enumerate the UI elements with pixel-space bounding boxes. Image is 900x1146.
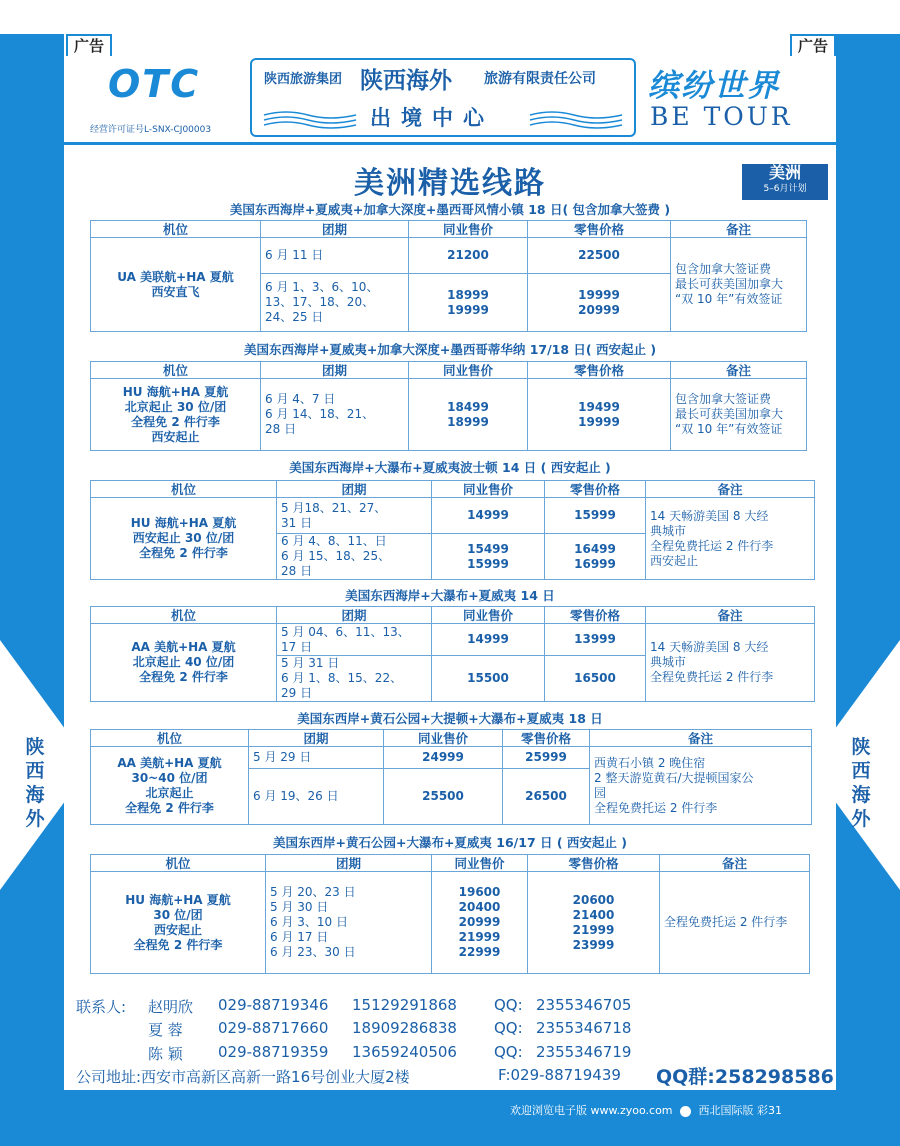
note-cell-line: 全程免费托运 2 件行李 [594, 800, 718, 815]
flight-cell-line: 全程免 2 件行李 [125, 800, 214, 815]
contact-label: 联系人: [76, 998, 127, 1016]
flight-cell-line: 北京起止 30 位/团 [124, 399, 227, 414]
note-cell-line: 2 整天游览黄石/大提顿国家公 [594, 770, 754, 785]
company-suffix: 旅游有限责任公司 [484, 71, 596, 87]
dates-cell-line: 6 月 1、8、15、22、 [281, 671, 403, 685]
retail-price-cell-line: 22500 [578, 248, 620, 262]
peer-price-cell [432, 624, 545, 656]
brand-logo-en: BE TOUR [650, 102, 793, 131]
license-number: 经营许可证号L-SNX-CJ00003 [90, 125, 212, 135]
contact-qq-label: QQ: [494, 1043, 523, 1061]
note-cell-line: “双 10 年”有效签证 [675, 292, 783, 306]
side-char: 外 [25, 808, 45, 830]
note-cell-line: 园 [594, 785, 607, 800]
company-address: 公司地址:西安市高新区高新一路16号创业大厦2楼 [76, 1068, 410, 1086]
note-cell-line: 西黄石小镇 2 晚住宿 [594, 755, 706, 770]
route-table [90, 606, 815, 702]
note-cell [646, 624, 815, 702]
footer-edition: 西北国际版 [698, 1104, 754, 1117]
retail-price-cell-line: 15999 [574, 508, 616, 522]
side-char: 外 [851, 808, 871, 830]
table-header-row [91, 221, 807, 238]
retail-price-cell-line: 20600 [572, 892, 615, 907]
peer-price-cell-line: 18999 [447, 287, 489, 302]
column-header: 团期 [261, 221, 409, 238]
retail-price-cell-line: 19499 [578, 399, 620, 414]
column-header: 机位 [91, 730, 249, 747]
peer-price-cell [432, 534, 545, 580]
dates-cell-line: 6 月 14、18、21、 [265, 407, 375, 421]
dates-cell [261, 274, 409, 332]
peer-price-cell-line: 20400 [458, 900, 501, 914]
flight-cell-line: AA 美航+HA 夏航 [117, 755, 222, 770]
dates-cell-line: 29 日 [281, 686, 313, 700]
dates-cell-line: 5 月 29 日 [253, 750, 312, 764]
column-header: 团期 [277, 481, 432, 498]
note-cell-line: 全程免费托运 2 件行李 [650, 538, 774, 553]
column-header: 机位 [91, 221, 261, 238]
contact-tel: 029-88717660 [218, 1019, 329, 1037]
column-header: 零售价格 [545, 607, 646, 624]
dates-cell-line: 24、25 日 [265, 310, 324, 324]
note-cell-line: “双 10 年”有效签证 [675, 422, 783, 436]
route-table [90, 220, 807, 332]
peer-price-cell-line: 15500 [467, 671, 509, 685]
note-cell-line: 最长可获美国加拿大 [675, 277, 784, 291]
route-table [90, 361, 807, 451]
contact-mobile: 13659240506 [352, 1043, 457, 1061]
dates-cell [277, 656, 432, 702]
route-title: 美国东西海岸+大瀑布+夏威夷 14 日 [345, 588, 555, 603]
retail-price-cell [545, 656, 646, 702]
flight-cell-line: 西安直飞 [151, 284, 200, 299]
otc-logo: OTC [108, 62, 201, 106]
column-header: 同业售价 [409, 362, 528, 379]
column-header: 零售价格 [503, 730, 590, 747]
flight-cell-line: HU 海航+HA 夏航 [130, 516, 237, 530]
dates-cell [277, 624, 432, 656]
flight-cell-line: 30~40 位/团 [131, 770, 208, 785]
column-header: 零售价格 [528, 855, 660, 872]
dates-cell-line: 6 月 3、10 日 [270, 915, 348, 929]
route-table [90, 729, 812, 825]
route-table [90, 480, 815, 580]
contact-name: 陈 颖 [148, 1045, 183, 1063]
retail-price-cell [528, 238, 671, 274]
peer-price-cell-line: 14999 [467, 632, 509, 646]
company-banner [250, 58, 636, 137]
retail-price-cell-line: 16499 [574, 541, 616, 556]
peer-price-cell-line: 20999 [458, 915, 501, 929]
peer-price-cell-line: 19600 [458, 885, 501, 899]
route-table [90, 854, 810, 974]
plan-period: 5–6月计划 [763, 184, 807, 194]
note-cell-line: 全程免费托运 2 件行李 [664, 915, 788, 929]
qq-group: QQ群:258298586 [656, 1066, 834, 1088]
dates-cell-line: 13、17、18、20、 [265, 295, 375, 309]
peer-price-cell-line: 21999 [458, 930, 501, 944]
retail-price-cell-line: 16500 [574, 671, 616, 685]
side-char: 陕 [25, 736, 45, 758]
flight-cell-line: 西安起止 [151, 429, 200, 444]
side-label-right [846, 735, 876, 831]
column-header: 机位 [91, 481, 277, 498]
dates-cell-line: 6 月 19、26 日 [253, 789, 339, 803]
table-header-row [91, 607, 815, 624]
peer-price-cell [432, 872, 528, 974]
dates-cell-line: 17 日 [281, 639, 313, 654]
table-row [91, 747, 812, 769]
dates-cell [266, 872, 432, 974]
flight-cell [91, 747, 249, 825]
flight-cell-line: 全程免 2 件行李 [131, 414, 220, 429]
dates-cell [277, 534, 432, 580]
note-cell-line: 最长可获美国加拿大 [675, 407, 784, 421]
note-cell-line: 典城市 [650, 655, 687, 669]
side-char: 海 [851, 784, 871, 806]
peer-price-cell [409, 274, 528, 332]
ad-label-right: 广告 [790, 34, 836, 56]
top-band [0, 0, 900, 34]
route-title: 美国东西岸+黄石公园+大提顿+大瀑布+夏威夷 18 日 [297, 711, 603, 726]
footer-welcome: 欢迎浏览电子版 www.zyoo.com [510, 1104, 673, 1117]
retail-price-cell-line: 16999 [574, 556, 616, 571]
column-header: 同业售价 [432, 481, 545, 498]
footer-page: 彩31 [757, 1104, 783, 1117]
region-badge [742, 164, 828, 200]
column-header: 备注 [646, 481, 815, 498]
dates-cell [249, 769, 384, 825]
column-header: 同业售价 [432, 607, 545, 624]
contact-qq-label: QQ: [494, 996, 523, 1014]
peer-price-cell [432, 498, 545, 534]
brand-logo-cn: 缤纷世界 [648, 68, 780, 104]
ad-label-left: 广告 [66, 34, 112, 56]
route-title: 美国东西海岸+夏威夷+加拿大深度+墨西哥风情小镇 18 日( 包含加拿大签费 ) [229, 202, 671, 217]
dates-cell [261, 238, 409, 274]
dates-cell-line: 5 月18、21、27、 [281, 500, 387, 515]
column-header: 同业售价 [432, 855, 528, 872]
column-header: 备注 [660, 855, 810, 872]
flight-cell [91, 238, 261, 332]
flight-cell-line: HU 海航+HA 夏航 [125, 892, 231, 907]
dates-cell-line: 5 月 04、6、11、13、 [281, 624, 410, 639]
region-name: 美洲 [768, 163, 801, 182]
flight-cell [91, 379, 261, 451]
flight-cell-line: 全程免 2 件行李 [133, 937, 223, 952]
dates-cell-line: 5 月 30 日 [270, 900, 329, 914]
peer-price-cell-line: 15999 [467, 556, 509, 571]
peer-price-cell-line: 24999 [422, 750, 464, 764]
table-header-row [91, 855, 810, 872]
column-header: 团期 [261, 362, 409, 379]
column-header: 备注 [646, 607, 815, 624]
side-char: 海 [25, 784, 45, 806]
table-header-row [91, 481, 815, 498]
table-row [91, 238, 807, 274]
flight-cell-line: 30 位/团 [153, 907, 203, 922]
note-cell-line: 包含加拿大签证费 [675, 262, 772, 276]
dates-cell-line: 6 月 17 日 [270, 930, 329, 944]
column-header: 团期 [277, 607, 432, 624]
column-header: 零售价格 [528, 221, 671, 238]
contact-name: 赵明欣 [148, 998, 194, 1016]
retail-price-cell [503, 747, 590, 769]
peer-price-cell-line: 21200 [447, 248, 489, 262]
flight-cell-line: HU 海航+HA 夏航 [122, 384, 229, 399]
contact-tel: 029-88719346 [218, 996, 329, 1014]
column-header: 零售价格 [545, 481, 646, 498]
peer-price-cell-line: 14999 [467, 508, 509, 522]
route-title: 美国东西海岸+大瀑布+夏威夷波士顿 14 日 ( 西安起止 ) [289, 460, 611, 475]
flight-cell [91, 498, 277, 580]
retail-price-cell-line: 19999 [578, 414, 620, 429]
dates-cell-line: 28 日 [265, 422, 297, 436]
contact-qq-label: QQ: [494, 1019, 523, 1037]
side-char: 西 [25, 760, 45, 782]
contact-qq: 2355346719 [536, 1043, 632, 1061]
note-cell [590, 747, 812, 825]
flight-cell [91, 872, 266, 974]
dates-cell-line: 6 月 15、18、25、 [281, 549, 391, 563]
dates-cell-line: 6 月 1、3、6、10、 [265, 280, 379, 294]
company-main-name: 陕西海外 [360, 68, 452, 94]
table-row [91, 872, 810, 974]
table-header-row [91, 730, 812, 747]
note-cell [671, 238, 807, 332]
note-cell-line: 14 天畅游美国 8 大经 [650, 640, 769, 654]
flight-cell-line: UA 美联航+HA 夏航 [117, 269, 234, 284]
retail-price-cell-line: 19999 [578, 287, 620, 302]
peer-price-cell-line: 19999 [447, 302, 489, 317]
retail-price-cell [503, 769, 590, 825]
column-header: 备注 [671, 221, 807, 238]
dates-cell-line: 6 月 4、8、11、日 [281, 534, 387, 548]
note-cell [671, 379, 807, 451]
column-header: 备注 [590, 730, 812, 747]
flight-cell-line: 全程免 2 件行李 [139, 546, 228, 560]
column-header: 同业售价 [384, 730, 503, 747]
flight-cell-line: 北京起止 [145, 785, 194, 800]
retail-price-cell [545, 624, 646, 656]
contact-mobile: 15129291868 [352, 996, 457, 1014]
retail-price-cell-line: 21999 [572, 922, 615, 937]
contact-tel: 029-88719359 [218, 1043, 329, 1061]
table-row [91, 379, 807, 451]
peer-price-cell [432, 656, 545, 702]
retail-price-cell [545, 534, 646, 580]
column-header: 同业售价 [409, 221, 528, 238]
column-header: 机位 [91, 362, 261, 379]
column-header: 团期 [266, 855, 432, 872]
column-header: 机位 [91, 855, 266, 872]
dates-cell-line: 5 月 20、23 日 [270, 885, 356, 899]
dates-cell [277, 498, 432, 534]
group-name: 陕西旅游集团 [264, 72, 343, 87]
dates-cell-line: 28 日 [281, 564, 313, 578]
company-fax: F:029-88719439 [498, 1066, 621, 1084]
flight-cell-line: 全程免 2 件行李 [139, 670, 228, 684]
dates-cell-line: 6 月 4、7 日 [265, 392, 336, 406]
flight-cell-line: 西安起止 30 位/团 [132, 531, 235, 545]
retail-price-cell-line: 26500 [525, 789, 567, 803]
retail-price-cell [528, 274, 671, 332]
note-cell [660, 872, 810, 974]
peer-price-cell-line: 18499 [447, 399, 489, 414]
retail-price-cell-line: 23999 [572, 937, 615, 952]
dates-cell-line: 5 月 31 日 [281, 656, 340, 670]
retail-price-cell [528, 379, 671, 451]
route-title: 美国东西海岸+夏威夷+加拿大深度+墨西哥蒂华纳 17/18 日( 西安起止 ) [243, 342, 657, 357]
retail-price-cell-line: 13999 [574, 632, 616, 646]
side-char: 西 [851, 760, 871, 782]
note-cell-line: 西安起止 [650, 553, 699, 568]
column-header: 备注 [671, 362, 807, 379]
dates-cell-line: 6 月 23、30 日 [270, 945, 356, 959]
side-char: 陕 [851, 736, 871, 758]
peer-price-cell-line: 22999 [458, 945, 501, 959]
peer-price-cell-line: 15499 [467, 541, 509, 556]
note-cell-line: 典城市 [650, 523, 687, 538]
dates-cell [249, 747, 384, 769]
peer-price-cell [384, 769, 503, 825]
flight-cell-line: 西安起止 [153, 922, 202, 937]
peer-price-cell [409, 238, 528, 274]
flight-cell [91, 624, 277, 702]
contact-qq: 2355346705 [536, 996, 632, 1014]
retail-price-cell-line: 20999 [578, 302, 620, 317]
retail-price-cell-line: 25999 [525, 750, 567, 764]
page-title: 美洲精选线路 [354, 166, 546, 201]
wave-decoration-right [528, 109, 624, 129]
department-name: 出境中心 [370, 106, 494, 130]
footer [510, 1102, 782, 1118]
wave-decoration-left [262, 109, 358, 129]
retail-price-cell [545, 498, 646, 534]
zyoo-logo-icon [680, 1106, 691, 1117]
note-cell-line: 包含加拿大签证费 [675, 392, 772, 406]
dates-cell [261, 379, 409, 451]
table-header-row [91, 362, 807, 379]
contact-name: 夏 蓉 [148, 1021, 183, 1039]
dates-cell-line: 6 月 11 日 [265, 248, 324, 262]
table-row [91, 624, 815, 656]
contact-mobile: 18909286838 [352, 1019, 457, 1037]
retail-price-cell [528, 872, 660, 974]
dates-cell-line: 31 日 [281, 515, 313, 530]
column-header: 零售价格 [528, 362, 671, 379]
note-cell-line: 全程免费托运 2 件行李 [650, 670, 774, 684]
note-cell [646, 498, 815, 580]
side-label-left [20, 735, 50, 831]
peer-price-cell [384, 747, 503, 769]
peer-price-cell-line: 25500 [422, 789, 464, 803]
flight-cell-line: 北京起止 40 位/团 [132, 655, 235, 669]
peer-price-cell [409, 379, 528, 451]
route-title: 美国东西岸+黄石公园+大瀑布+夏威夷 16/17 日 ( 西安起止 ) [273, 835, 627, 850]
retail-price-cell-line: 21400 [572, 907, 615, 922]
contact-qq: 2355346718 [536, 1019, 632, 1037]
column-header: 机位 [91, 607, 277, 624]
peer-price-cell-line: 18999 [447, 414, 489, 429]
column-header: 团期 [249, 730, 384, 747]
flight-cell-line: AA 美航+HA 夏航 [131, 640, 236, 654]
note-cell-line: 14 天畅游美国 8 大经 [650, 508, 769, 523]
table-row [91, 498, 815, 534]
